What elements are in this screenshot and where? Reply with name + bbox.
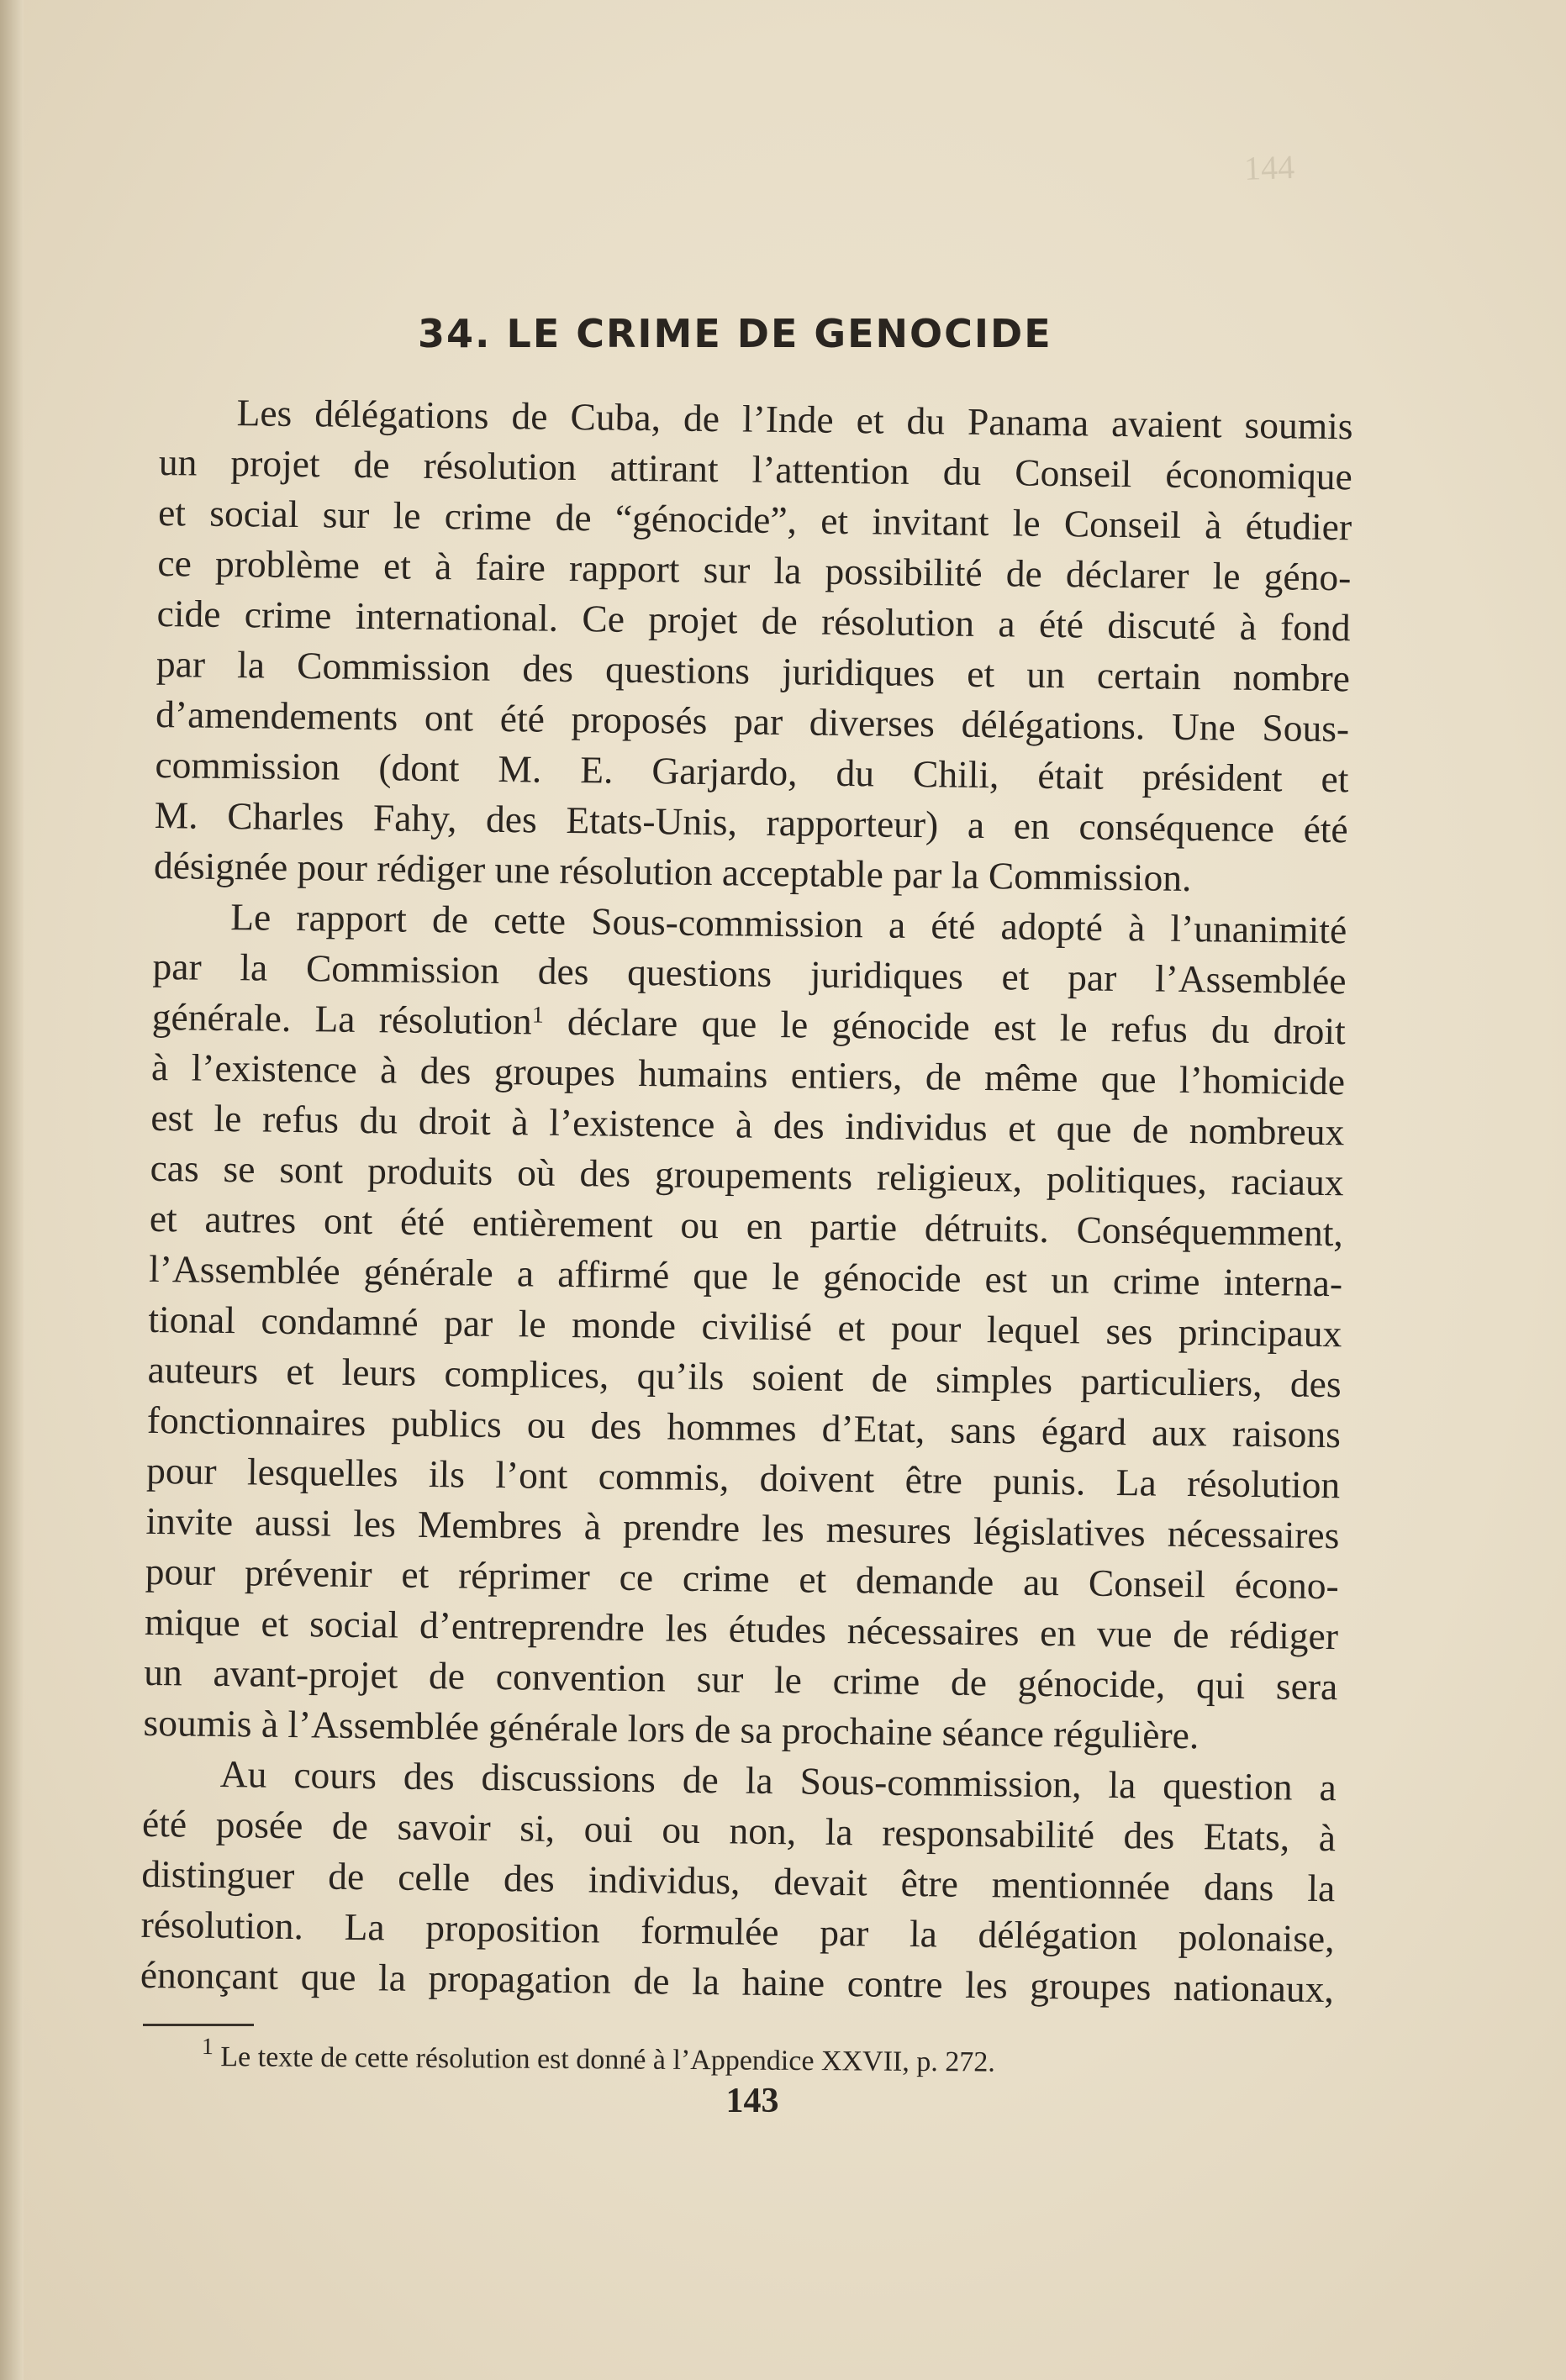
text-line: et social sur le crime de “génocide”, et invitant le Conseil à étudier: [157, 490, 1352, 549]
text-line: un avant-projet de convention sur le crime de génocide, qui sera: [144, 1650, 1338, 1709]
text-line: cas se sont produits où des groupements religieux, politiques, raciaux: [150, 1145, 1344, 1204]
text-fragment: déclare que le génocide est le refus du droit: [543, 999, 1347, 1053]
text-line: par la Commission des questions juridiques et un certain nombre: [156, 641, 1351, 700]
text-line: désignée pour rédiger une résolution acceptable par la Commission.: [153, 843, 1192, 900]
text-line: pour lesquelles ils l’ont commis, doivent être punis. La résolution: [145, 1448, 1341, 1507]
text-line: M. Charles Fahy, des Etats-Unis, rapporteur) a en conséquence été: [154, 792, 1348, 851]
text-line: cide crime international. Ce projet de résolution a été discuté à fond: [156, 591, 1351, 650]
text-line: l’Assemblée générale a affirmé que le génocide est un crime interna-: [148, 1246, 1343, 1305]
text-line: invite aussi les Membres à prendre les mesures législatives nécessaires: [145, 1498, 1340, 1557]
bleed-through-page-number: 144: [1243, 147, 1295, 187]
page-gutter: [0, 0, 24, 2380]
text-line: Les délégations de Cuba, de l’Inde et du Panama avaient soumis: [236, 391, 1353, 448]
text-line: fonctionnaires publics ou des hommes d’Etat, sans égard aux raisons: [146, 1398, 1342, 1456]
paragraph-1: [154, 387, 1353, 905]
text-line: et autres ont été entièrement ou en partie détruits. Conséquemment,: [149, 1196, 1344, 1255]
footnote-rule: [143, 2024, 254, 2026]
text-line: mique et social d’entreprendre les études nécessaires en vue de rédiger: [144, 1599, 1339, 1658]
text-line: par la Commission des questions juridiques et par l’Assemblée: [152, 944, 1347, 1003]
paragraph-2: [143, 891, 1347, 1762]
footnote-text: Le texte de cette résolution est donné à l’Appendice XXVII, p. 272.: [213, 2041, 995, 2078]
text-line: à l’existence à des groupes humains entiers, de même que l’homicide: [150, 1045, 1346, 1103]
text-line: distinguer de celle des individus, devait être mentionnée dans la: [141, 1851, 1336, 1910]
footnote: [201, 2034, 1294, 2082]
text-line: est le refus du droit à l’existence à des individus et que de nombreux: [150, 1095, 1345, 1154]
text-line: soumis à l’Assemblée générale lors de sa prochaine séance régulière.: [143, 1700, 1200, 1757]
text-fragment: générale. La résolution: [151, 994, 533, 1043]
text-line: été posée de savoir si, oui ou non, la responsabilité des Etats, à: [141, 1801, 1337, 1860]
paragraph-3: [140, 1748, 1337, 2014]
text-line: Au cours des discussions de la Sous-commission, la question a: [219, 1752, 1337, 1809]
footnote-reference: 1: [531, 1002, 545, 1029]
text-line: Le rapport de cette Sous-commission a été adopté à l’unanimité: [229, 895, 1347, 952]
text-line: d’amendements ont été proposés par diverses délégations. Une Sous-: [155, 692, 1350, 750]
text-line: tional condamné par le monde civilisé et pour lequel ses principaux: [148, 1297, 1342, 1356]
body-text: [140, 387, 1353, 2014]
footnote-marker: 1: [201, 2034, 214, 2061]
section-title: 34. LE CRIME DE GENOCIDE: [418, 311, 1052, 356]
bleed-through-text: [1243, 134, 1531, 194]
text-line: commission (dont M. E. Garjardo, du Chili, était président et: [155, 742, 1349, 801]
text-line: ce problème et à faire rapport sur la possibilité de déclarer le géno-: [157, 540, 1352, 599]
text-line: pour prévenir et réprimer ce crime et demande au Conseil écono-: [145, 1549, 1339, 1608]
page-number: 143: [725, 2082, 779, 2120]
text-line: énonçant que la propagation de la haine contre les groupes nationaux,: [140, 1952, 1335, 2011]
text-line: résolution. La proposition formulée par la délégation polonaise,: [140, 1902, 1335, 1961]
text-line: auteurs et leurs complices, qu’ils soient de simples particuliers, des: [147, 1347, 1342, 1406]
text-line: un projet de résolution attirant l’attention du Conseil économique: [158, 440, 1353, 498]
